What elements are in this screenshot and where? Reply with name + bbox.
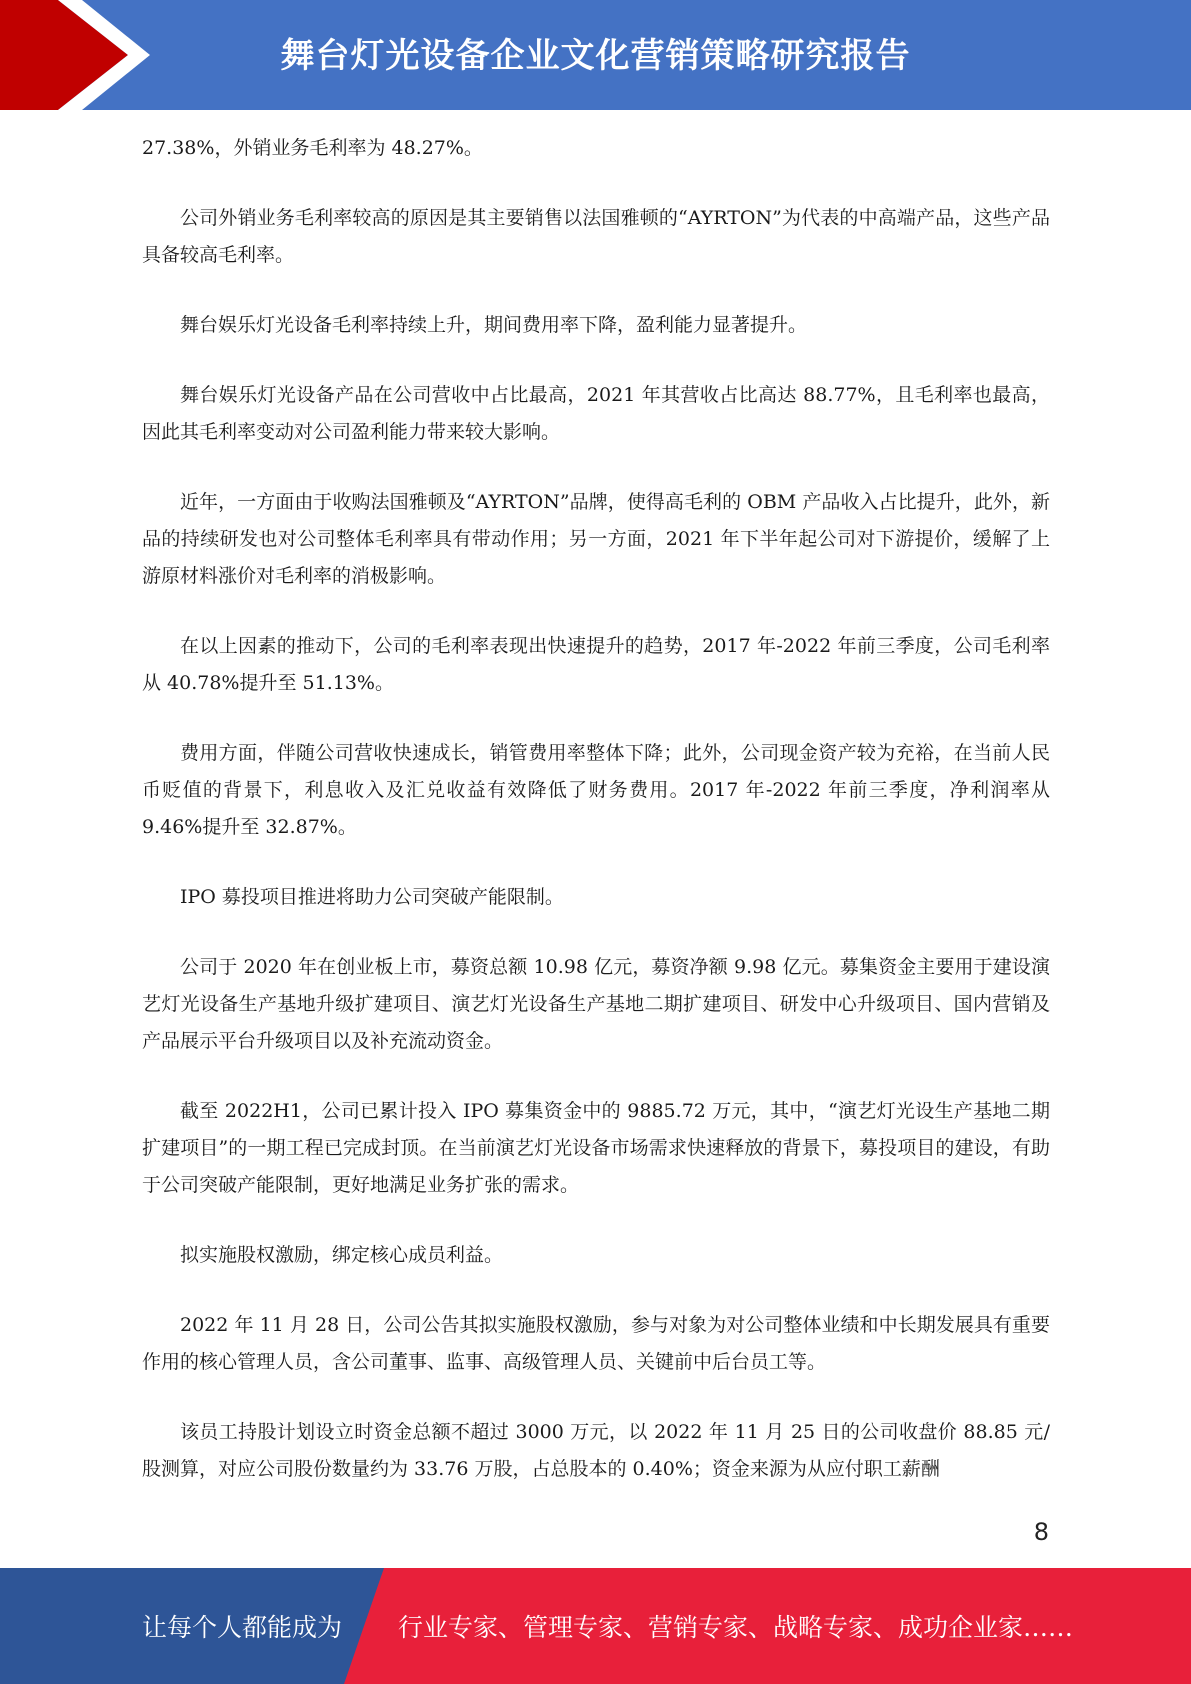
paragraph: 拟实施股权激励，绑定核心成员利益。 <box>180 1244 504 1266</box>
body-text <box>142 130 1050 1521</box>
footer-slogan-right: 行业专家、管理专家、营销专家、战略专家、成功企业家…… <box>398 1613 1074 1642</box>
paragraph: 近年，一方面由于收购法国雅顿及“AYRTON”品牌，使得高毛利的 OBM 产品收入占比提升，此外，新品的持续研发也对公司整体毛利率具有带动作用；另一方面，2021 年下半年起公司对下游提价，缓解了上游原材料涨价对毛利率的消极影响。 <box>142 491 1050 587</box>
paragraph: 在以上因素的推动下，公司的毛利率表现出快速提升的趋势，2017 年-2022 年前三季度，公司毛利率从 40.78%提升至 51.13%。 <box>142 635 1050 694</box>
paragraph: 公司外销业务毛利率较高的原因是其主要销售以法国雅顿的“AYRTON”为代表的中高端产品，这些产品具备较高毛利率。 <box>142 207 1050 266</box>
paragraph: 27.38%，外销业务毛利率为 48.27%。 <box>142 137 483 159</box>
paragraph: 该员工持股计划设立时资金总额不超过 3000 万元，以 2022 年 11 月 25 日的公司收盘价 88.85 元/股测算，对应公司股份数量约为 33.76 万股，占总股本的 0.40%；资金来源为从应付职工薪酬 <box>142 1421 1050 1480</box>
paragraph: 公司于 2020 年在创业板上市，募资总额 10.98 亿元，募资净额 9.98 亿元。募集资金主要用于建设演艺灯光设备生产基地升级扩建项目、演艺灯光设备生产基地二期扩建项目、研发中心升级项目、国内营销及产品展示平台升级项目以及补充流动资金。 <box>142 956 1050 1052</box>
page-footer <box>0 1568 1191 1684</box>
paragraph: IPO 募投项目推进将助力公司突破产能限制。 <box>180 886 564 908</box>
paragraph: 费用方面，伴随公司营收快速成长，销管费用率整体下降；此外，公司现金资产较为充裕，在当前人民币贬值的背景下，利息收入及汇兑收益有效降低了财务费用。2017 年-2022 年前三季度，净利润率从 9.46%提升至 32.87%。 <box>142 742 1050 838</box>
paragraph: 2022 年 11 月 28 日，公司公告其拟实施股权激励，参与对象为对公司整体业绩和中长期发展具有重要作用的核心管理人员，含公司董事、监事、高级管理人员、关键前中后台员工等。 <box>142 1314 1050 1373</box>
page-number: 8 <box>1033 1518 1049 1546</box>
paragraph: 截至 2022H1，公司已累计投入 IPO 募集资金中的 9885.72 万元，其中，“演艺灯光设生产基地二期扩建项目”的一期工程已完成封顶。在当前演艺灯光设备市场需求快速释放的背景下，募投项目的建设，有助于公司突破产能限制，更好地满足业务扩张的需求。 <box>142 1100 1050 1196</box>
header-arrow-decoration <box>0 0 150 110</box>
page-header <box>0 0 1191 110</box>
header-title: 舞台灯光设备企业文化营销策略研究报告 <box>280 35 911 76</box>
paragraph: 舞台娱乐灯光设备毛利率持续上升，期间费用率下降，盈利能力显著提升。 <box>180 314 808 336</box>
paragraph: 舞台娱乐灯光设备产品在公司营收中占比最高，2021 年其营收占比高达 88.77%，且毛利率也最高，因此其毛利率变动对公司盈利能力带来较大影响。 <box>142 384 1050 443</box>
footer-slogan-left: 让每个人都能成为 <box>142 1613 343 1642</box>
